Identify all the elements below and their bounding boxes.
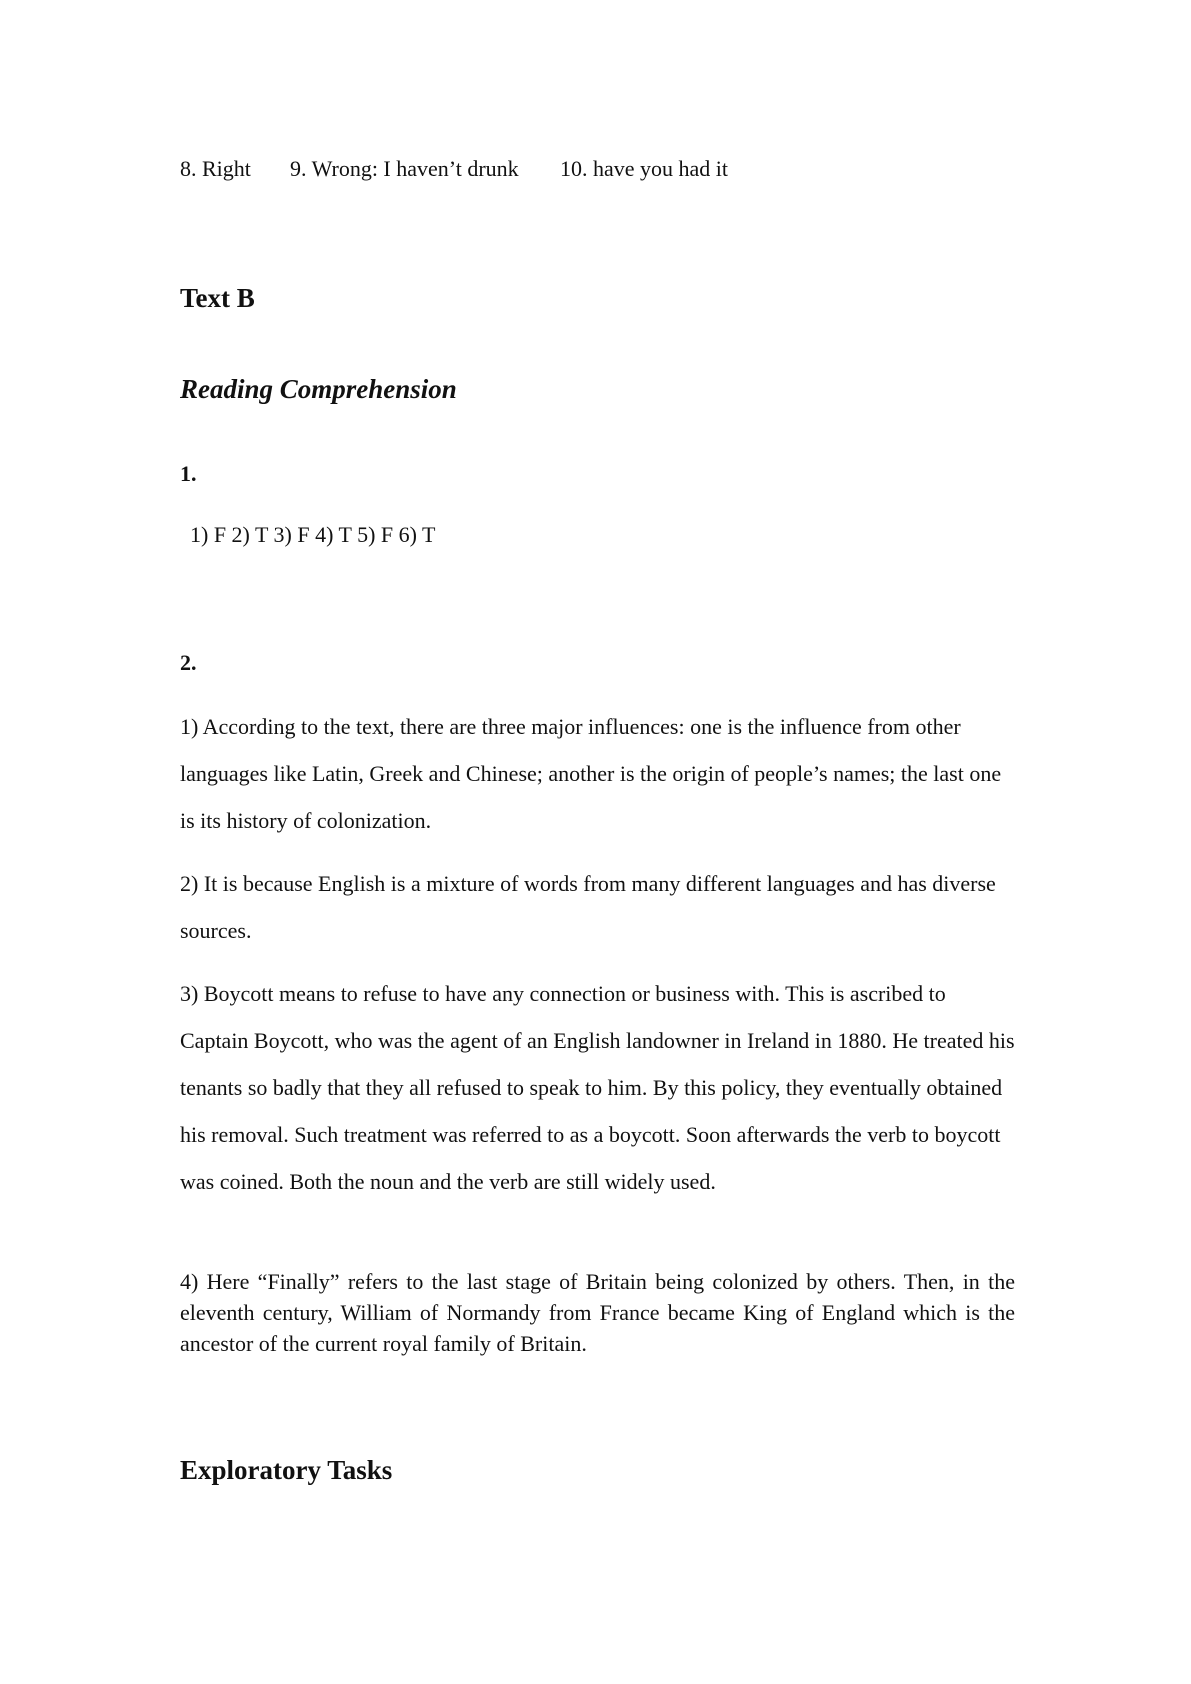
question-2-answer-3: 3) Boycott means to refuse to have any connection or business with. This is ascribed to Captain Boycott, who was the agent of an English landowner in Ireland in 1880. He treated his tenants so badly that they all refused to speak to him. By this policy, they eventually obtained his removal. Such treatment was referred to as a boycott. Soon afterwards the verb to boycott was coined. Both the noun and the verb are still widely used. bbox=[180, 981, 1015, 1194]
question-1-number: 1. bbox=[180, 461, 197, 486]
subsection-title: Reading Comprehension bbox=[180, 374, 457, 404]
question-2-answer-4: 4) Here “Finally” refers to the last stage of Britain being colonized by others. Then, in the eleventh century, William of Normandy from France became King of England which is the ancestor of the current royal family of Britain. bbox=[180, 1269, 1015, 1356]
question-2-number: 2. bbox=[180, 650, 197, 675]
answer-10: 10. have you had it bbox=[560, 156, 729, 181]
next-section-title: Exploratory Tasks bbox=[180, 1455, 393, 1485]
question-1-answers: 1) F 2) T 3) F 4) T 5) F 6) T bbox=[190, 522, 436, 547]
section-title: Text B bbox=[180, 283, 255, 313]
question-2-answer-2: 2) It is because English is a mixture of words from many different languages and has diverse sources. bbox=[180, 871, 996, 943]
question-2-answer-1: 1) According to the text, there are three major influences: one is the influence from other languages like Latin, Greek and Chinese; another is the origin of people’s names; the last one is its history of colonization. bbox=[180, 714, 1002, 833]
answer-8: 8. Right bbox=[180, 156, 251, 181]
answer-9: 9. Wrong: I haven’t drunk bbox=[290, 156, 519, 181]
previous-answers-line bbox=[180, 154, 1015, 184]
